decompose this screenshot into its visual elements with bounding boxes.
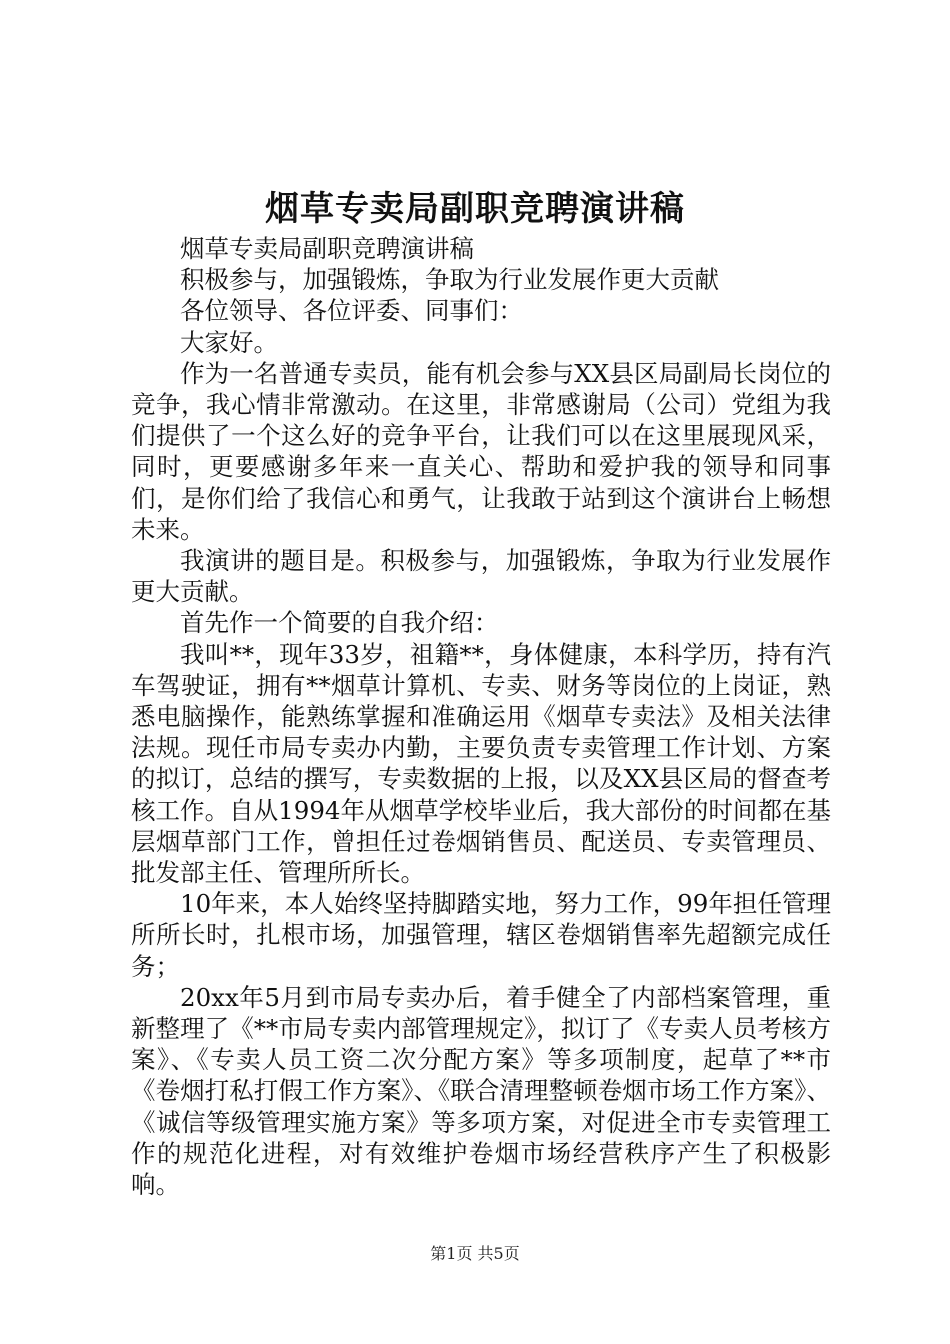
paragraph-5: 作为一名普通专卖员，能有机会参与XX县区局副局长岗位的竞争，我心情非常激动。在这里，非常感谢局（公司）党组为我们提供了一个这么好的竞争平台，让我们可以在这里展现风采，同时，更要感谢多年来一直关心、帮助和爱护我的领导和同事们，是你们给了我信心和勇气，让我敢于站到这个演讲台上畅想未来。	[131, 358, 831, 544]
document-title: 烟草专卖局副职竞聘演讲稿	[265, 189, 685, 229]
paragraph-2: 积极参与，加强锻炼，争取为行业发展作更大贡献	[180, 265, 719, 295]
paragraph-3: 各位领导、各位评委、同事们：	[180, 296, 523, 326]
page-footer: 第1页 共5页	[430, 1244, 520, 1263]
paragraph-4: 大家好。	[180, 327, 278, 357]
paragraph-1: 烟草专卖局副职竞聘演讲稿	[180, 234, 474, 263]
paragraph-7: 首先作一个简要的自我介绍：	[180, 608, 499, 638]
paragraph-8: 我叫**，现年33岁，祖籍**，身体健康，本科学历，持有汽车驾驶证，拥有**烟草计算机、专卖、财务等岗位的上岗证，熟悉电脑操作，能熟练掌握和准确运用《烟草专卖法》及相关法律法规。现任市局专卖办内勤，主要负责专卖管理工作计划、方案的拟订，总结的撰写，专卖数据的上报，以及XX县区局的督查考核工作。自从1994年从烟草学校毕业后，我大部份的时间都在基层烟草部门工作，曾担任过卷烟销售员、配送员、专卖管理员、批发部主任、管理所所长。	[131, 639, 831, 888]
paragraph-10: 20xx年5月到市局专卖办后，着手健全了内部档案管理，重新整理了《**市局专卖内部管理规定》，拟订了《专卖人员考核方案》、《专卖人员工资二次分配方案》等多项制度，起草了**市《卷烟打私打假工作方案》、《联合清理整顿卷烟市场工作方案》、《诚信等级管理实施方案》等多项方案，对促进全市专卖管理工作的规范化进程，对有效维护卷烟市场经营秩序产生了积极影响。	[131, 982, 831, 1200]
paragraph-6: 我演讲的题目是。积极参与，加强锻炼，争取为行业发展作更大贡献。	[131, 546, 831, 607]
document-body	[131, 233, 831, 1200]
paragraph-9: 10年来，本人始终坚持脚踏实地，努力工作，99年担任管理所所长时，扎根市场，加强管理，辖区卷烟销售率先超额完成任务；	[131, 889, 831, 981]
